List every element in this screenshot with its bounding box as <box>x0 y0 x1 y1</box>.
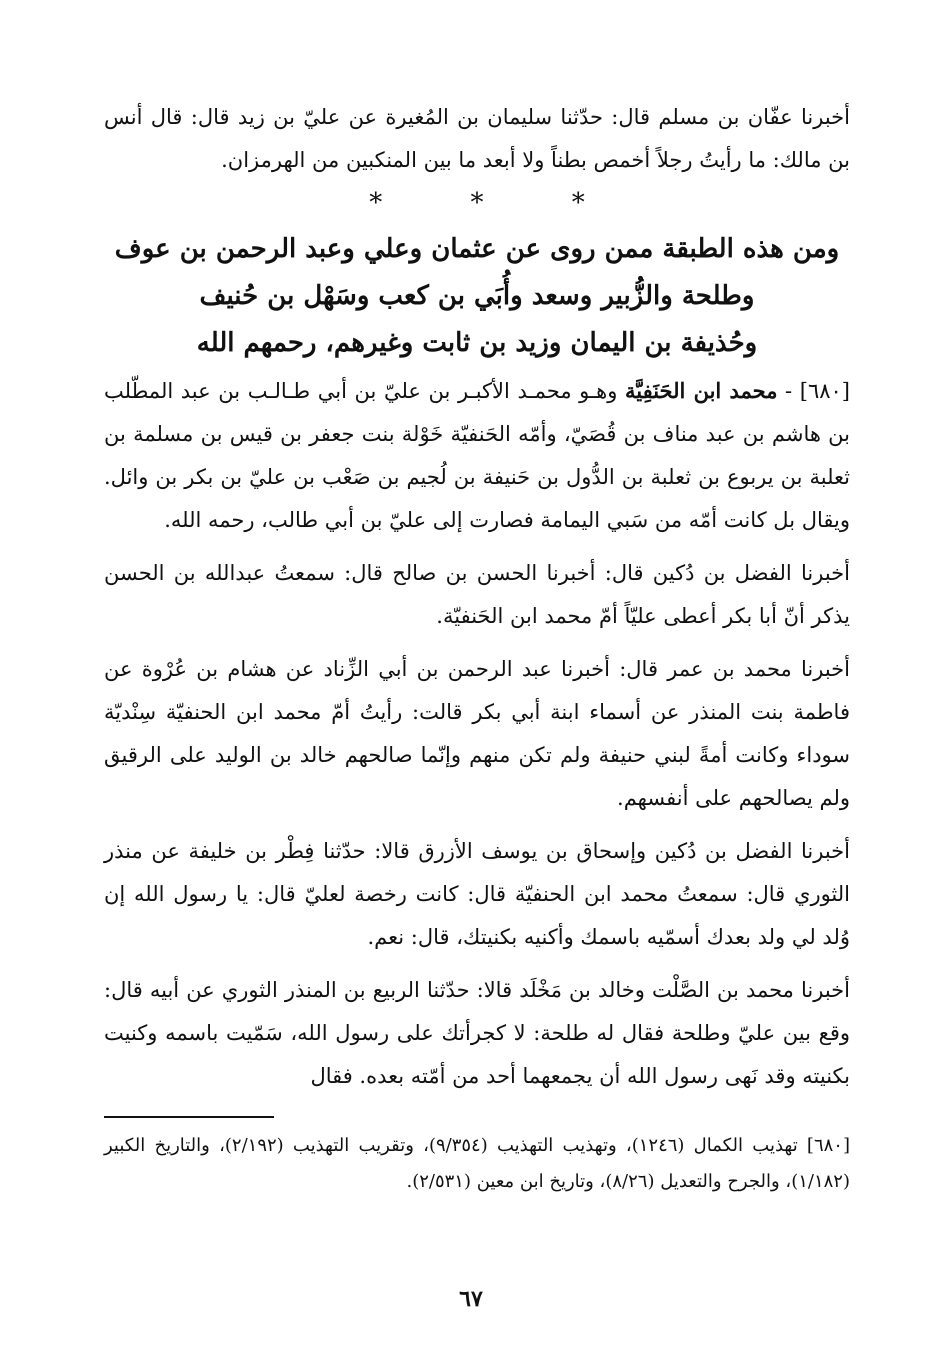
biography-entry <box>104 369 850 542</box>
footnote <box>104 1128 850 1200</box>
footnote-text: [٦٨٠] تهذيب الكمال (١٢٤٦)، وتهذيب التهذيب (٩/٣٥٤)، وتقريب التهذيب (٢/١٩٢)، والتاريخ الكبير (١/١٨٢)، والجرح والتعديل (٨/٢٦)، وتاريخ ابن معين (٢/٥٣١). <box>104 1135 851 1192</box>
heading-line-2: وطلحة والزُّبير وسعد وأُبَي بن كعب وسَهْل بن حُنيف <box>199 281 755 311</box>
page-number: ٦٧ <box>459 1286 483 1312</box>
section-separator: * * * <box>369 188 625 218</box>
heading-line-1: ومن هذه الطبقة ممن روى عن عثمان وعلي وعبد الرحمن بن عوف <box>114 234 840 264</box>
footnote-divider <box>104 1116 274 1118</box>
paragraph-hadith-3: أخبرنا الفضل بن دُكين وإسحاق بن يوسف الأزرق قالا: حدّثنا فِطْر بن خليفة عن منذر الثوري قال: سمعتُ محمد ابن الحنفيّة قال: كانت رخصة لعليّ قال: يا رسول الله إن وُلد لي ولد بعدك أسمّيه باسمك وأكنيه بكنيتك، قال: نعم. <box>104 839 850 949</box>
entry-text: وهـو محمـد الأكبـر بن عليّ بن أبي طـالـب بن عبد المطّلب بن هاشم بن عبد مناف بن قُصَيّ، وأمّه الحَنفيّة خَوْلة بنت جعفر بن قيس بن مسلمة بن ثعلبة بن يربوع بن ثعلبة بن الدُّول بن حَنيفة بن لُجيم بن صَعْب بن عليّ بن بكر بن وائل. ويقال بل كانت أمّه من سَبي اليمامة فصارت إلى عليّ بن أبي طالب، رحمه الله. <box>104 379 850 532</box>
entry-number: [٦٨٠] - <box>777 379 850 403</box>
paragraph-hadith-2: أخبرنا محمد بن عمر قال: أخبرنا عبد الرحمن بن أبي الزِّناد عن هشام بن عُرْوة عن فاطمة بنت المنذر عن أسماء ابنة أبي بكر قالت: رأيتُ أمّ محمد ابن الحنفيّة سِنْديّة سوداء وكانت أمةً لبني حنيفة ولم تكن منهم وإنّما صالحهم خالد بن الوليد على الرقيق ولم يصالحهم على أنفسهم. <box>104 657 850 810</box>
paragraph-hadith-hurmuzan: أخبرنا عفّان بن مسلم قال: حدّثنا سليمان بن المُغيرة عن عليّ بن زيد قال: قال أنس بن مالك: ما رأيتُ رجلاً أخمص بطناً ولا أبعد ما بين المنكبين من الهرمزان. <box>104 105 850 172</box>
paragraph-hadith-4: أخبرنا محمد بن الصَّلْت وخالد بن مَخْلَد قالا: حدّثنا الربيع بن المنذر الثوري عن أبيه قال: وقع بين عليّ وطلحة فقال له طلحة: لا كجرأتك على رسول الله، سَمّيت باسمه وكنيت بكنيته وقد نَهى رسول الله أن يجمعهما أحد من أمّته بعده. فقال <box>104 978 850 1088</box>
entry-name: محمد ابن الحَنَفِيَّة <box>625 378 778 403</box>
heading-line-3: وحُذيفة بن اليمان وزيد بن ثابت وغيرهم، رحمهم الله <box>196 328 758 358</box>
paragraph-hadith-1: أخبرنا الفضل بن دُكين قال: أخبرنا الحسن بن صالح قال: سمعتُ عبدالله بن الحسن يذكر أنّ أبا بكر أعطى عليّاً أمّ محمد ابن الحَنفيّة. <box>104 561 850 628</box>
section-heading <box>104 226 850 367</box>
